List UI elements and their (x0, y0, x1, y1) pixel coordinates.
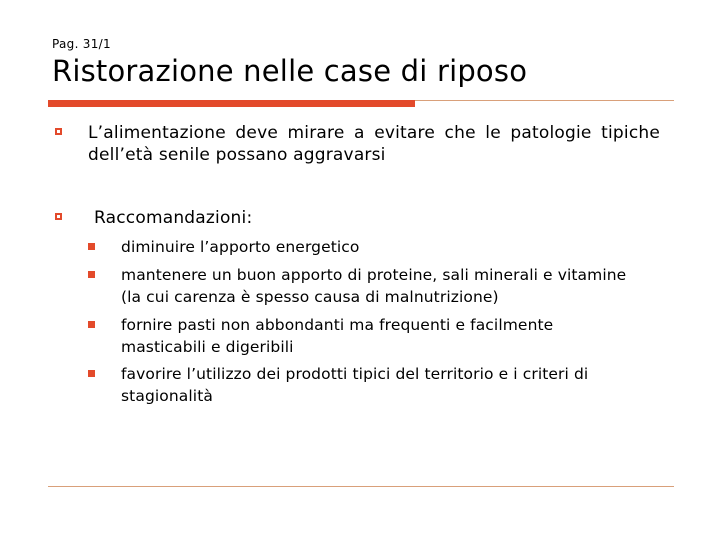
page-number-label: Pag. 31/1 (52, 37, 111, 51)
recommendation-item: favorire l’utilizzo dei prodotti tipici del territorio e i criteri di stagionalità (121, 365, 589, 405)
bullet-text-alimentazione: L’alimentazione deve mirare a evitare che le patologie tipiche dell’età senile possano aggravarsi (88, 123, 660, 165)
slide-title: Ristorazione nelle case di riposo (52, 54, 528, 88)
recommendation-item: fornire pasti non abbondanti ma frequenti e facilmente masticabili e digeribili (121, 316, 554, 356)
title-divider-accent (48, 100, 415, 107)
recommendation-item: mantenere un buon apporto di proteine, sali minerali e vitamine (la cui carenza è spesso causa di malnutrizione) (121, 266, 627, 306)
recommendation-item: diminuire l’apporto energetico (121, 238, 360, 256)
bullet-square-icon (55, 213, 62, 220)
bullet-square-icon (55, 128, 62, 135)
sub-bullet-square-icon (88, 243, 95, 250)
bullet-text-raccomandazioni: Raccomandazioni: (94, 208, 253, 228)
footer-divider (48, 486, 674, 487)
sub-bullet-square-icon (88, 370, 95, 377)
sub-bullet-square-icon (88, 321, 95, 328)
sub-bullet-square-icon (88, 271, 95, 278)
